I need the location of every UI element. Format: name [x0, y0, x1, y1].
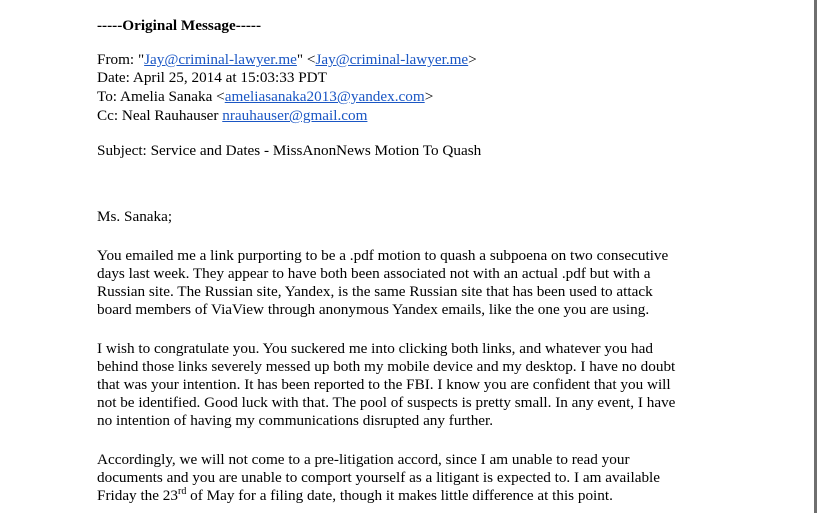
- paragraph-line: [97, 487, 660, 505]
- paragraph-line: behind those links severely messed up both my mobile device and my desktop. I have no doubt: [97, 358, 676, 375]
- original-message-heading: -----Original Message-----: [97, 17, 262, 34]
- paragraph-line: that was your intention. It has been reported to the FBI. I know you are confident that you will: [97, 376, 671, 393]
- friday-text: Friday the 23: [97, 487, 178, 504]
- paragraph-line: not be identified. Good luck with that. The pool of suspects is pretty small. In any event, I have: [97, 394, 676, 411]
- cc-label: Cc: Neal Rauhauser: [97, 107, 223, 124]
- to-line: [97, 88, 433, 106]
- from-quote-open: ": [137, 51, 145, 68]
- to-email-link[interactable]: ameliasanaka2013@yandex.com: [224, 88, 425, 105]
- from-name-link[interactable]: Jay@criminal-lawyer.me: [144, 51, 297, 68]
- cc-line: [97, 107, 367, 125]
- paragraph-line: documents and you are unable to comport yourself as a litigant is expected to. I am available: [97, 469, 661, 486]
- from-close: >: [468, 51, 477, 68]
- paragraph-line: I wish to congratulate you. You suckered me into clicking both links, and whatever you had: [97, 340, 653, 357]
- from-email-link[interactable]: Jay@criminal-lawyer.me: [315, 51, 469, 68]
- paragraph-line: You emailed me a link purporting to be a .pdf motion to quash a subpoena on two consecutive: [97, 247, 669, 264]
- salutation: Ms. Sanaka;: [97, 208, 173, 225]
- date-line: Date: April 25, 2014 at 15:03:33 PDT: [97, 69, 327, 86]
- from-line: [97, 51, 477, 69]
- paragraph-2: [97, 340, 675, 430]
- paragraph-1: [97, 247, 668, 319]
- subject-line: Subject: Service and Dates - MissAnonNews Motion To Quash: [97, 142, 482, 159]
- to-label: To: Amelia Sanaka <: [97, 88, 225, 105]
- paragraph-line: Russian site. The Russian site, Yandex, is the same Russian site that has been used to attack: [97, 283, 653, 300]
- ordinal-suffix: rd: [178, 486, 187, 497]
- paragraph-line: Accordingly, we will not come to a pre-litigation accord, since I am unable to read your: [97, 451, 630, 468]
- paragraph-line: days last week. They appear to have both been associated not with an actual .pdf but with a: [97, 265, 651, 282]
- to-close: >: [424, 88, 434, 105]
- paragraph-line: no intention of having my communications disrupted any further.: [97, 412, 494, 429]
- paragraph-line: board members of ViaView through anonymous Yandex emails, like the one you are using.: [97, 301, 650, 318]
- from-quote-close: " <: [296, 51, 316, 68]
- paragraph-3: [97, 451, 660, 505]
- cc-email-link[interactable]: nrauhauser@gmail.com: [222, 107, 368, 124]
- from-label: From:: [97, 51, 138, 68]
- filing-date-text: of May for a filing date, though it makes little difference at this point.: [186, 487, 613, 504]
